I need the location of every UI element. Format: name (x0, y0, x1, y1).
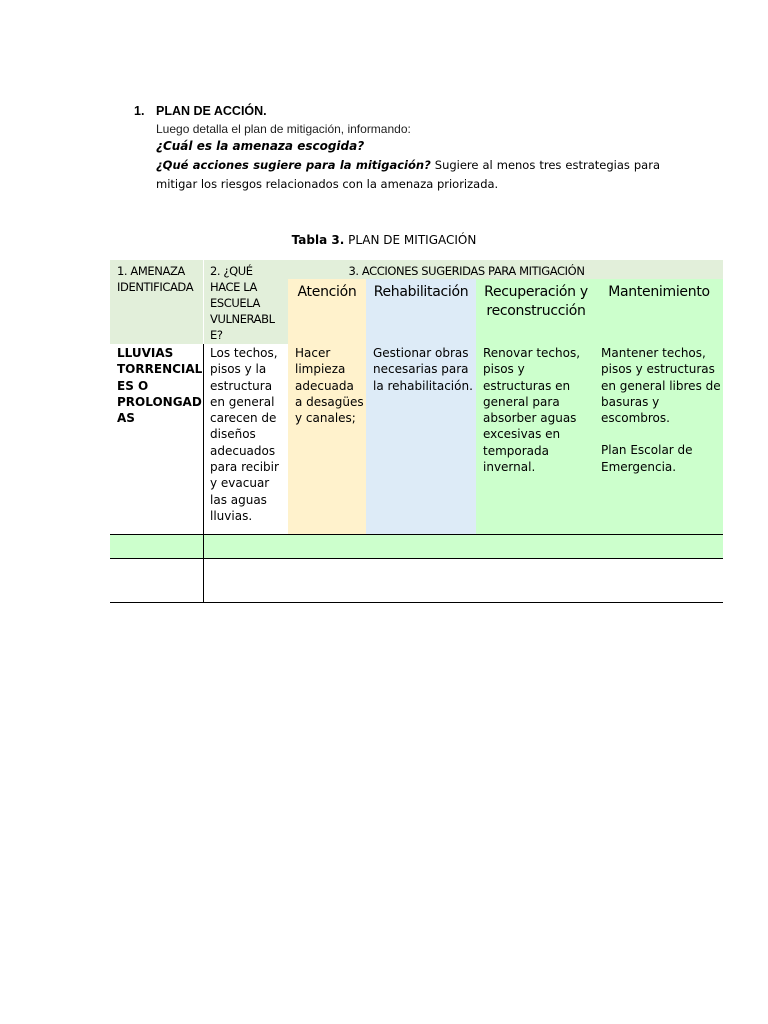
row2-bg-col1 (110, 535, 203, 559)
mantenimiento-text-2: Plan Escolar de Emergencia. (601, 443, 693, 474)
table-caption-title: PLAN DE MITIGACIÓN (344, 233, 477, 247)
subheader-mantenimiento: Mantenimiento (608, 284, 710, 300)
row2-bg-atencion (288, 535, 476, 559)
grid-line-col-divider (203, 344, 204, 603)
question-actions: ¿Qué acciones sugiere para la mitigación? (156, 158, 431, 172)
cell-mantenimiento (601, 345, 723, 475)
header-acciones: 3. ACCIONES SUGERIDAS PARA MITIGACIÓN (348, 264, 585, 278)
table-caption (0, 233, 768, 247)
instructions-line: Luego detalla el plan de mitigación, informando: (156, 122, 411, 136)
table-caption-label: Tabla 3. (291, 233, 345, 247)
cell-rehabilitacion: Gestionar obras necesarias para la rehabilitación. (373, 346, 473, 393)
section-number: 1. (134, 104, 145, 118)
cell-atencion: Hacer limpieza adecuada a desagües y canales; (295, 346, 364, 426)
question-actions-paragraph (156, 156, 660, 194)
grid-line-row1-bottom (110, 534, 723, 535)
mantenimiento-text-1: Mantener techos, pisos y estructuras en general libres de basuras y escombros. (601, 346, 721, 426)
mitigation-table (110, 260, 723, 603)
question-threat: ¿Cuál es la amenaza escogida? (156, 139, 365, 153)
subheader-rehabilitacion: Rehabilitación (373, 284, 469, 300)
rehabilitacion-column-bg (366, 279, 476, 535)
cell-recuperacion: Renovar techos, pisos y estructuras en general para absorber aguas excesivas en temporada invernal. (483, 346, 581, 475)
subheader-atencion: Atención (297, 284, 357, 300)
section-heading: PLAN DE ACCIÓN. (156, 104, 267, 118)
header-amenaza: 1. AMENAZA IDENTIFICADA (117, 264, 194, 294)
cell-vulnerable: Los techos, pisos y la estructura en general carecen de diseños adecuados para recibir y evacuar las aguas lluvias. (210, 346, 279, 523)
row2-bg-col2 (204, 535, 288, 559)
row2-bg-rest (476, 535, 723, 559)
cell-amenaza: LLUVIAS TORRENCIAL ES O PROLONGAD AS (117, 346, 203, 426)
header-vulnerable: 2. ¿QUÉ HACE LA ESCUELA VULNERABL E? (210, 264, 275, 342)
subheader-recuperacion: Recuperación y reconstrucción (484, 284, 588, 319)
grid-line-row2-bottom (110, 558, 723, 559)
grid-line-table-bottom (110, 602, 723, 603)
question-actions-rest: Sugiere al menos tres estrategias para mitigar los riesgos relacionados con la amenaza priorizada. (156, 158, 660, 191)
